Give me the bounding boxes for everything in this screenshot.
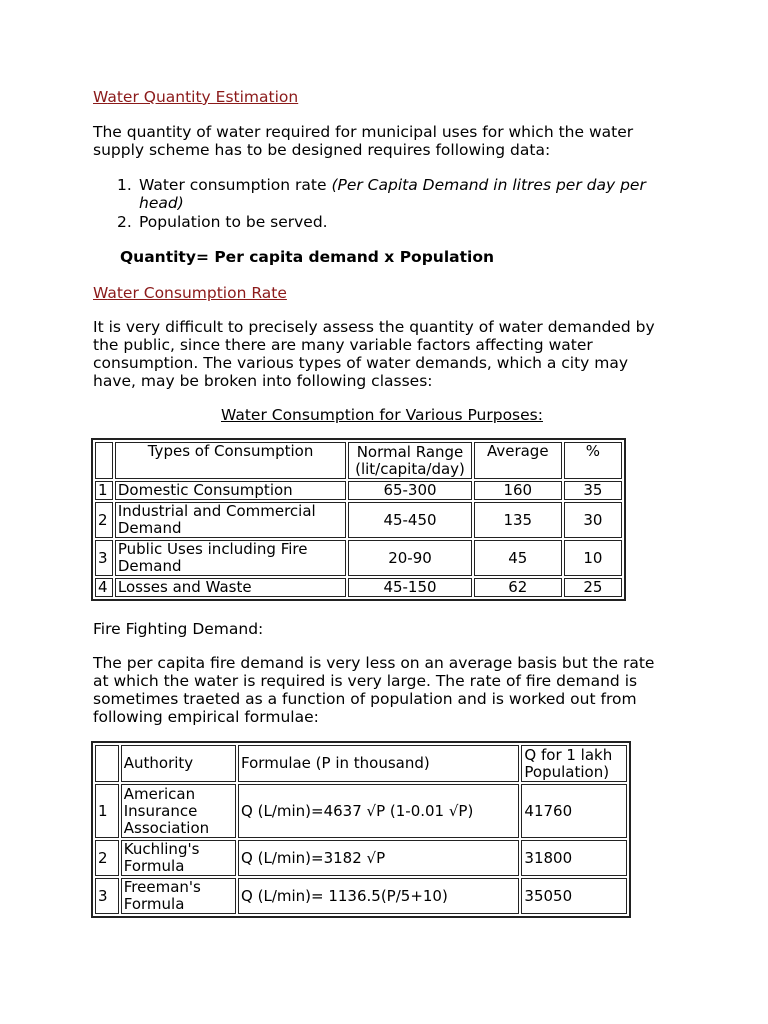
table-cell: 41760 [521,784,627,838]
table-cell: Q (L/min)= 1136.5(P/5+10) [238,878,519,914]
table-cell: Q (L/min)=4637 √P (1-0.01 √P) [238,784,519,838]
table-header-cell: Q for 1 lakh Population) [521,745,627,782]
table-caption: Water Consumption for Various Purposes: [221,406,543,424]
table-header-row [95,745,627,782]
table-cell: Losses and Waste [115,578,346,597]
quantity-formula: Quantity= Per capita demand x Population [120,248,495,266]
fire-para-line-1: The per capita fire demand is very less on an average basis but the rate [93,654,655,672]
table-header-cell: Average [474,442,562,479]
table-header-cell [348,442,472,479]
table-cell: 45-150 [348,578,472,597]
table-header-cell [95,745,119,782]
table-cell: 30 [564,502,622,538]
table-row [95,784,627,838]
heading-water-quantity-estimation [93,88,298,106]
consumption-para-line-4: have, may be broken into following classes: [93,372,433,390]
table-header-cell: Types of Consumption [115,442,346,479]
list-item-2-text: Population to be served. [139,213,328,231]
heading-initial: W [93,88,108,106]
table-cell: 2 [95,840,119,876]
table-cell: 31800 [521,840,627,876]
fire-para-line-2: at which the water is required is very large. The rate of fire demand is [93,672,638,690]
list-item-1-text [139,176,646,194]
table-cell: 135 [474,502,562,538]
table-cell: 1 [95,481,113,500]
table-cell: American Insurance Association [121,784,236,838]
heading-initial: W [93,284,108,302]
table-cell: 25 [564,578,622,597]
table-cell: Domestic Consumption [115,481,346,500]
intro-line-1: The quantity of water required for municipal uses for which the water [93,123,634,141]
table-row [95,578,622,597]
heading-rest: ater Quantity Estimation [107,88,299,106]
table-cell: Public Uses including Fire Demand [115,540,346,576]
table-cell: Q (L/min)=3182 √P [238,840,519,876]
heading-water-consumption-rate [93,284,287,302]
fire-demand-table [91,741,631,918]
list-item-1-italic: (Per Capita Demand in litres per day per [331,176,646,194]
table-cell: 45-450 [348,502,472,538]
table-cell: 20-90 [348,540,472,576]
table-cell: 62 [474,578,562,597]
table-row [95,878,627,914]
table-cell: 1 [95,784,119,838]
table-cell: 35050 [521,878,627,914]
header-range-line-2: (lit/capita/day) [355,459,465,478]
list-item-1-number: 1. [117,176,132,194]
consumption-para-line-2: the public, since there are many variable factors affecting water [93,336,593,354]
table-header-cell [95,442,113,479]
table-header-row [95,442,622,479]
table-cell: 10 [564,540,622,576]
table-cell: 3 [95,540,113,576]
table-cell: 45 [474,540,562,576]
table-cell: Industrial and Commercial Demand [115,502,346,538]
table-header-cell: Formulae (P in thousand) [238,745,519,782]
list-item-1-plain: Water consumption rate [139,176,332,194]
fire-fighting-heading: Fire Fighting Demand: [93,620,264,638]
table-cell: 4 [95,578,113,597]
consumption-para-line-1: It is very difficult to precisely assess the quantity of water demanded by [93,318,655,336]
header-range-line-1: Normal Range [356,442,464,461]
table-header-cell: Authority [121,745,236,782]
heading-rest: ater Consumption Rate [107,284,287,302]
table-cell: 160 [474,481,562,500]
table-row [95,540,622,576]
table-cell: 35 [564,481,622,500]
table-row [95,481,622,500]
intro-line-2: supply scheme has to be designed requires following data: [93,141,551,159]
list-item-2-number: 2. [117,213,132,231]
consumption-para-line-3: consumption. The various types of water demands, which a city may [93,354,629,372]
fire-para-line-4: following empirical formulae: [93,708,319,726]
table-row [95,502,622,538]
table-cell: 2 [95,502,113,538]
consumption-table [91,438,626,601]
table-cell: Freeman's Formula [121,878,236,914]
table-row [95,840,627,876]
table-header-cell: % [564,442,622,479]
table-cell: Kuchling's Formula [121,840,236,876]
table-cell: 3 [95,878,119,914]
table-cell: 65-300 [348,481,472,500]
fire-para-line-3: sometimes traeted as a function of population and is worked out from [93,690,637,708]
list-item-1-italic-cont: head) [139,194,184,212]
